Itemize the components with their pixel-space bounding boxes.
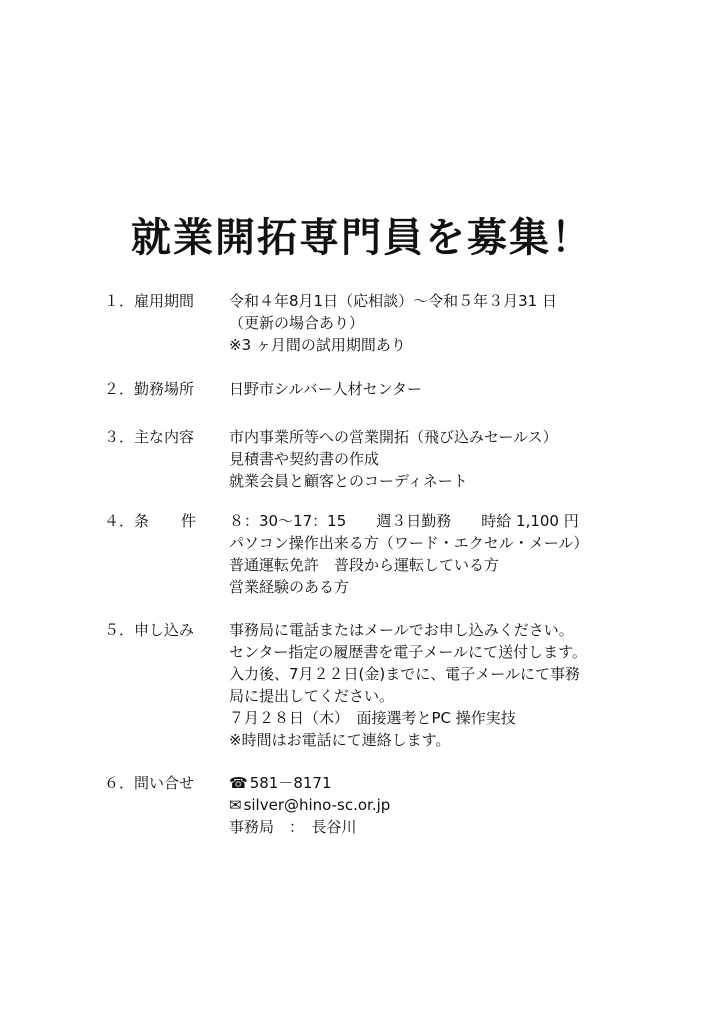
content-line: パソコン操作出来る方（ワード・エクセル・メール）	[229, 534, 589, 552]
section-label: 勤務場所	[134, 380, 195, 398]
section-content	[229, 619, 669, 751]
section-number: ３．	[104, 428, 135, 446]
content-line: ※3 ヶ月間の試用期間あり	[229, 336, 406, 354]
content-line: 入力後、7月２２日(金)までに、電子メールにて事務	[229, 665, 580, 683]
content-line: 事務局に電話またはメールでお申し込みください。	[229, 621, 574, 639]
content-line: 日野市シルバー人材センター	[229, 380, 422, 398]
section-label-left: 条	[134, 512, 150, 530]
section-label: 申し込み	[134, 621, 195, 639]
content-line: 就業会員と顧客とのコーディネート	[229, 472, 468, 490]
content-line: 局に提出してください。	[229, 687, 395, 705]
section-content	[229, 290, 669, 356]
section-content	[229, 426, 669, 492]
content-line: （更新の場合あり）	[229, 314, 365, 332]
content-line: ※時間はお電話にて連絡します。	[229, 731, 451, 749]
section-label: 雇用期間	[134, 292, 195, 310]
section-label: 問い合せ	[134, 774, 195, 792]
mail-icon: ✉	[229, 796, 242, 814]
section-number: ４．	[104, 512, 135, 530]
phone-number: 581－8171	[249, 774, 332, 792]
content-line: 市内事業所等への営業開拓（飛び込みセールス）	[229, 428, 558, 446]
content-line: 見積書や契約書の作成	[229, 450, 380, 468]
section-number: １．	[104, 292, 135, 310]
section-label: 主な内容	[134, 428, 195, 446]
contact-person: 事務局 ： 長谷川	[229, 818, 357, 836]
content-line: 普通運転免許 普段から運転している方	[229, 556, 500, 574]
content-line: 令和４年8月1日（応相談）～令和５年３月31 日	[229, 292, 557, 310]
email-address: silver@hino-sc.or.jp	[243, 796, 391, 814]
content-line: ７月２８日（木） 面接選考とPC 操作実技	[229, 709, 516, 727]
section-label	[134, 510, 196, 532]
section-label-right: 件	[180, 512, 196, 530]
section-number: ２．	[104, 380, 135, 398]
section-number: ５．	[104, 621, 135, 639]
phone-line	[229, 772, 669, 794]
content-line: センター指定の履歴書を電子メールにて送付します。	[229, 643, 587, 661]
section-content	[229, 510, 669, 598]
section-number: ６．	[104, 774, 135, 792]
section-content	[229, 378, 669, 400]
email-line	[229, 794, 669, 816]
content-line: 営業経験のある方	[229, 578, 350, 596]
page-title: 就業開拓専門員を募集！	[131, 215, 593, 261]
section-content	[229, 772, 669, 838]
phone-icon: ☎	[229, 774, 248, 792]
content-line: ８：30～17：15 週３日勤務 時給 1,100 円	[229, 512, 579, 530]
